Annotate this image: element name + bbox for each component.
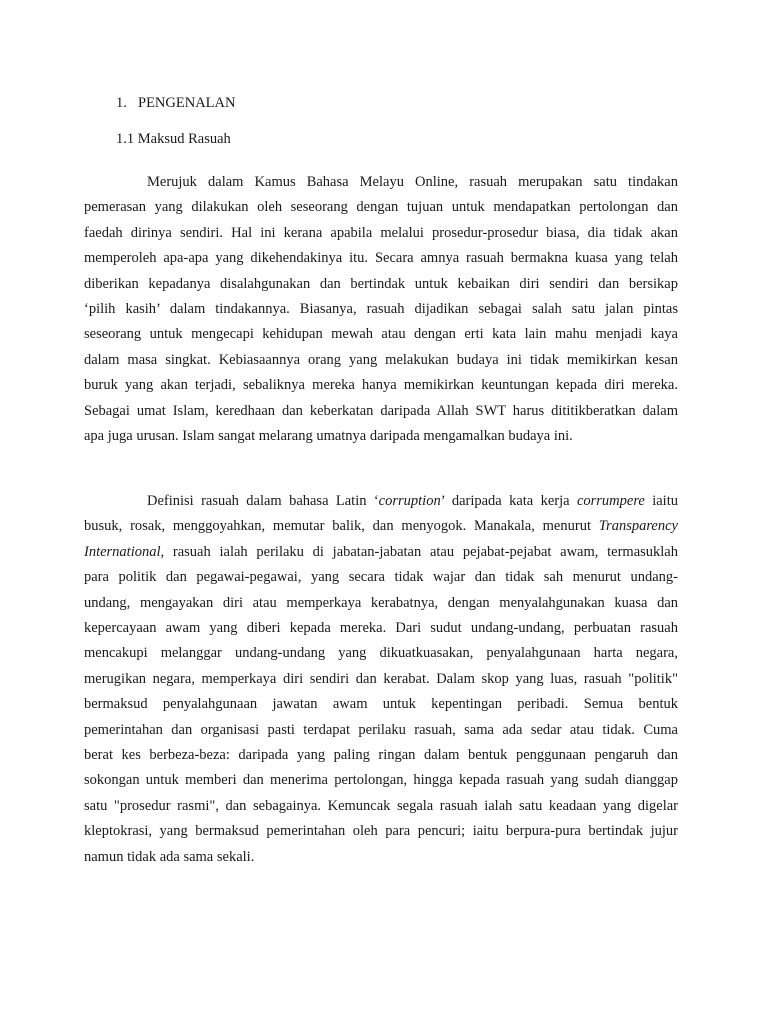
paragraph-line: Merujuk dalam Kamus Bahasa Melayu Online, rasuah merupakan satu tindakan (147, 174, 678, 190)
latin-term: corruption (378, 493, 441, 509)
paragraph-line: sokongan untuk memberi dan menerima pertolongan, hingga kepada rasuah yang sudah dianggap (84, 772, 678, 789)
paragraph-line: merugikan negara, memperkaya diri sendiri dan kerabat. Dalam skop yang luas, rasuah "politik" (84, 670, 678, 687)
paragraph-line: dalam masa singkat. Kebiasaannya orang yang melakukan budaya ini tidak memikirkan kesan (84, 351, 678, 368)
paragraph-line: para politik dan pegawai-pegawai, yang secara tidak wajar dan tidak sah menurut undang- (84, 569, 678, 586)
subsection-heading: 1.1 Maksud Rasuah (116, 131, 231, 147)
organization-name: Transparency (598, 518, 678, 535)
section-heading (116, 94, 235, 112)
paragraph-line: undang, mengayakan diri atau memperkaya kerabatnya, dengan menyalahgunakan kuasa dan (84, 594, 678, 611)
paragraph-line: ‘pilih kasih’ dalam tindakannya. Biasanya, rasuah dijadikan sebagai salah satu jalan pintas (84, 301, 678, 318)
paragraph-line: satu "prosedur rasmi", dan sebagainya. Kemuncak segala rasuah ialah satu keadaan yang digelar (84, 797, 678, 814)
paragraph-line: apa juga urusan. Islam sangat melarang umatnya daripada mengamalkan budaya ini. (84, 428, 573, 445)
paragraph-line: kleptokrasi, yang bermaksud pemerintahan oleh para pencuri; iaitu berpura-pura bertindak jujur (84, 823, 678, 840)
paragraph-line: International, rasuah ialah perilaku di jabatan-jabatan atau pejabat-pejabat awam, termasuklah (84, 543, 678, 560)
paragraph-line: namun tidak ada sama sekali. (84, 848, 255, 865)
paragraph-line: memperoleh apa-apa yang dikehendakinya itu. Secara amnya rasuah bermakna kuasa yang telah (84, 250, 678, 267)
paragraph-line: faedah dirinya sendiri. Hal ini kerana apabila melalui prosedur-prosedur biasa, dia tidak akan (84, 224, 678, 241)
paragraph-line: Sebagai umat Islam, keredhaan dan keberkatan daripada Allah SWT harus dititikberatkan dalam (84, 402, 678, 419)
paragraph-line: seseorang untuk mengecapi kehidupan mewah atau dengan erti kata lain mahu menjadi kaya (84, 326, 678, 343)
paragraph-line: kepercayaan awam yang diberi kepada mereka. Dari sudut undang-undang, perbuatan rasuah (84, 620, 678, 637)
paragraph-line: busuk, rosak, menggoyahkan, memutar balik, dan menyogok. Manakala, menurut Transparency (84, 518, 678, 535)
paragraph-1 (84, 170, 678, 449)
paragraph-line: Definisi rasuah dalam bahasa Latin ‘corruption’ daripada kata kerja corrumpere iaitu (147, 493, 678, 509)
paragraph-line: buruk yang akan terjadi, sebaliknya mereka hanya memikirkan keuntungan kepada diri mereka. (84, 377, 678, 394)
paragraph-line: bermaksud penyalahgunaan jawatan awam untuk kepentingan peribadi. Semua bentuk (84, 696, 678, 713)
paragraph-line: mencakupi melanggar undang-undang yang dikuatkuasakan, penyalahgunaan harta negara, (84, 645, 678, 662)
paragraph-line: pemerasan yang dilakukan oleh seseorang dengan tujuan untuk mendapatkan pertolongan dan (84, 199, 678, 216)
section-title: PENGENALAN (138, 95, 236, 111)
paragraph-line: diberikan kepadanya disalahgunakan dan bertindak untuk kebaikan diri sendiri dan bersikap (84, 275, 678, 292)
paragraph-line: berat kes berbeza-beza: daripada yang paling ringan dalam bentuk penggunaan pengaruh dan (84, 747, 678, 764)
section-number: 1. (116, 95, 127, 111)
organization-name: International, (84, 543, 165, 560)
paragraph-2 (84, 489, 678, 870)
paragraph-line: pemerintahan dan organisasi pasti terdapat perilaku rasuah, sama ada sedar atau tidak. Cuma (84, 721, 678, 738)
latin-term: corrumpere (576, 493, 645, 509)
